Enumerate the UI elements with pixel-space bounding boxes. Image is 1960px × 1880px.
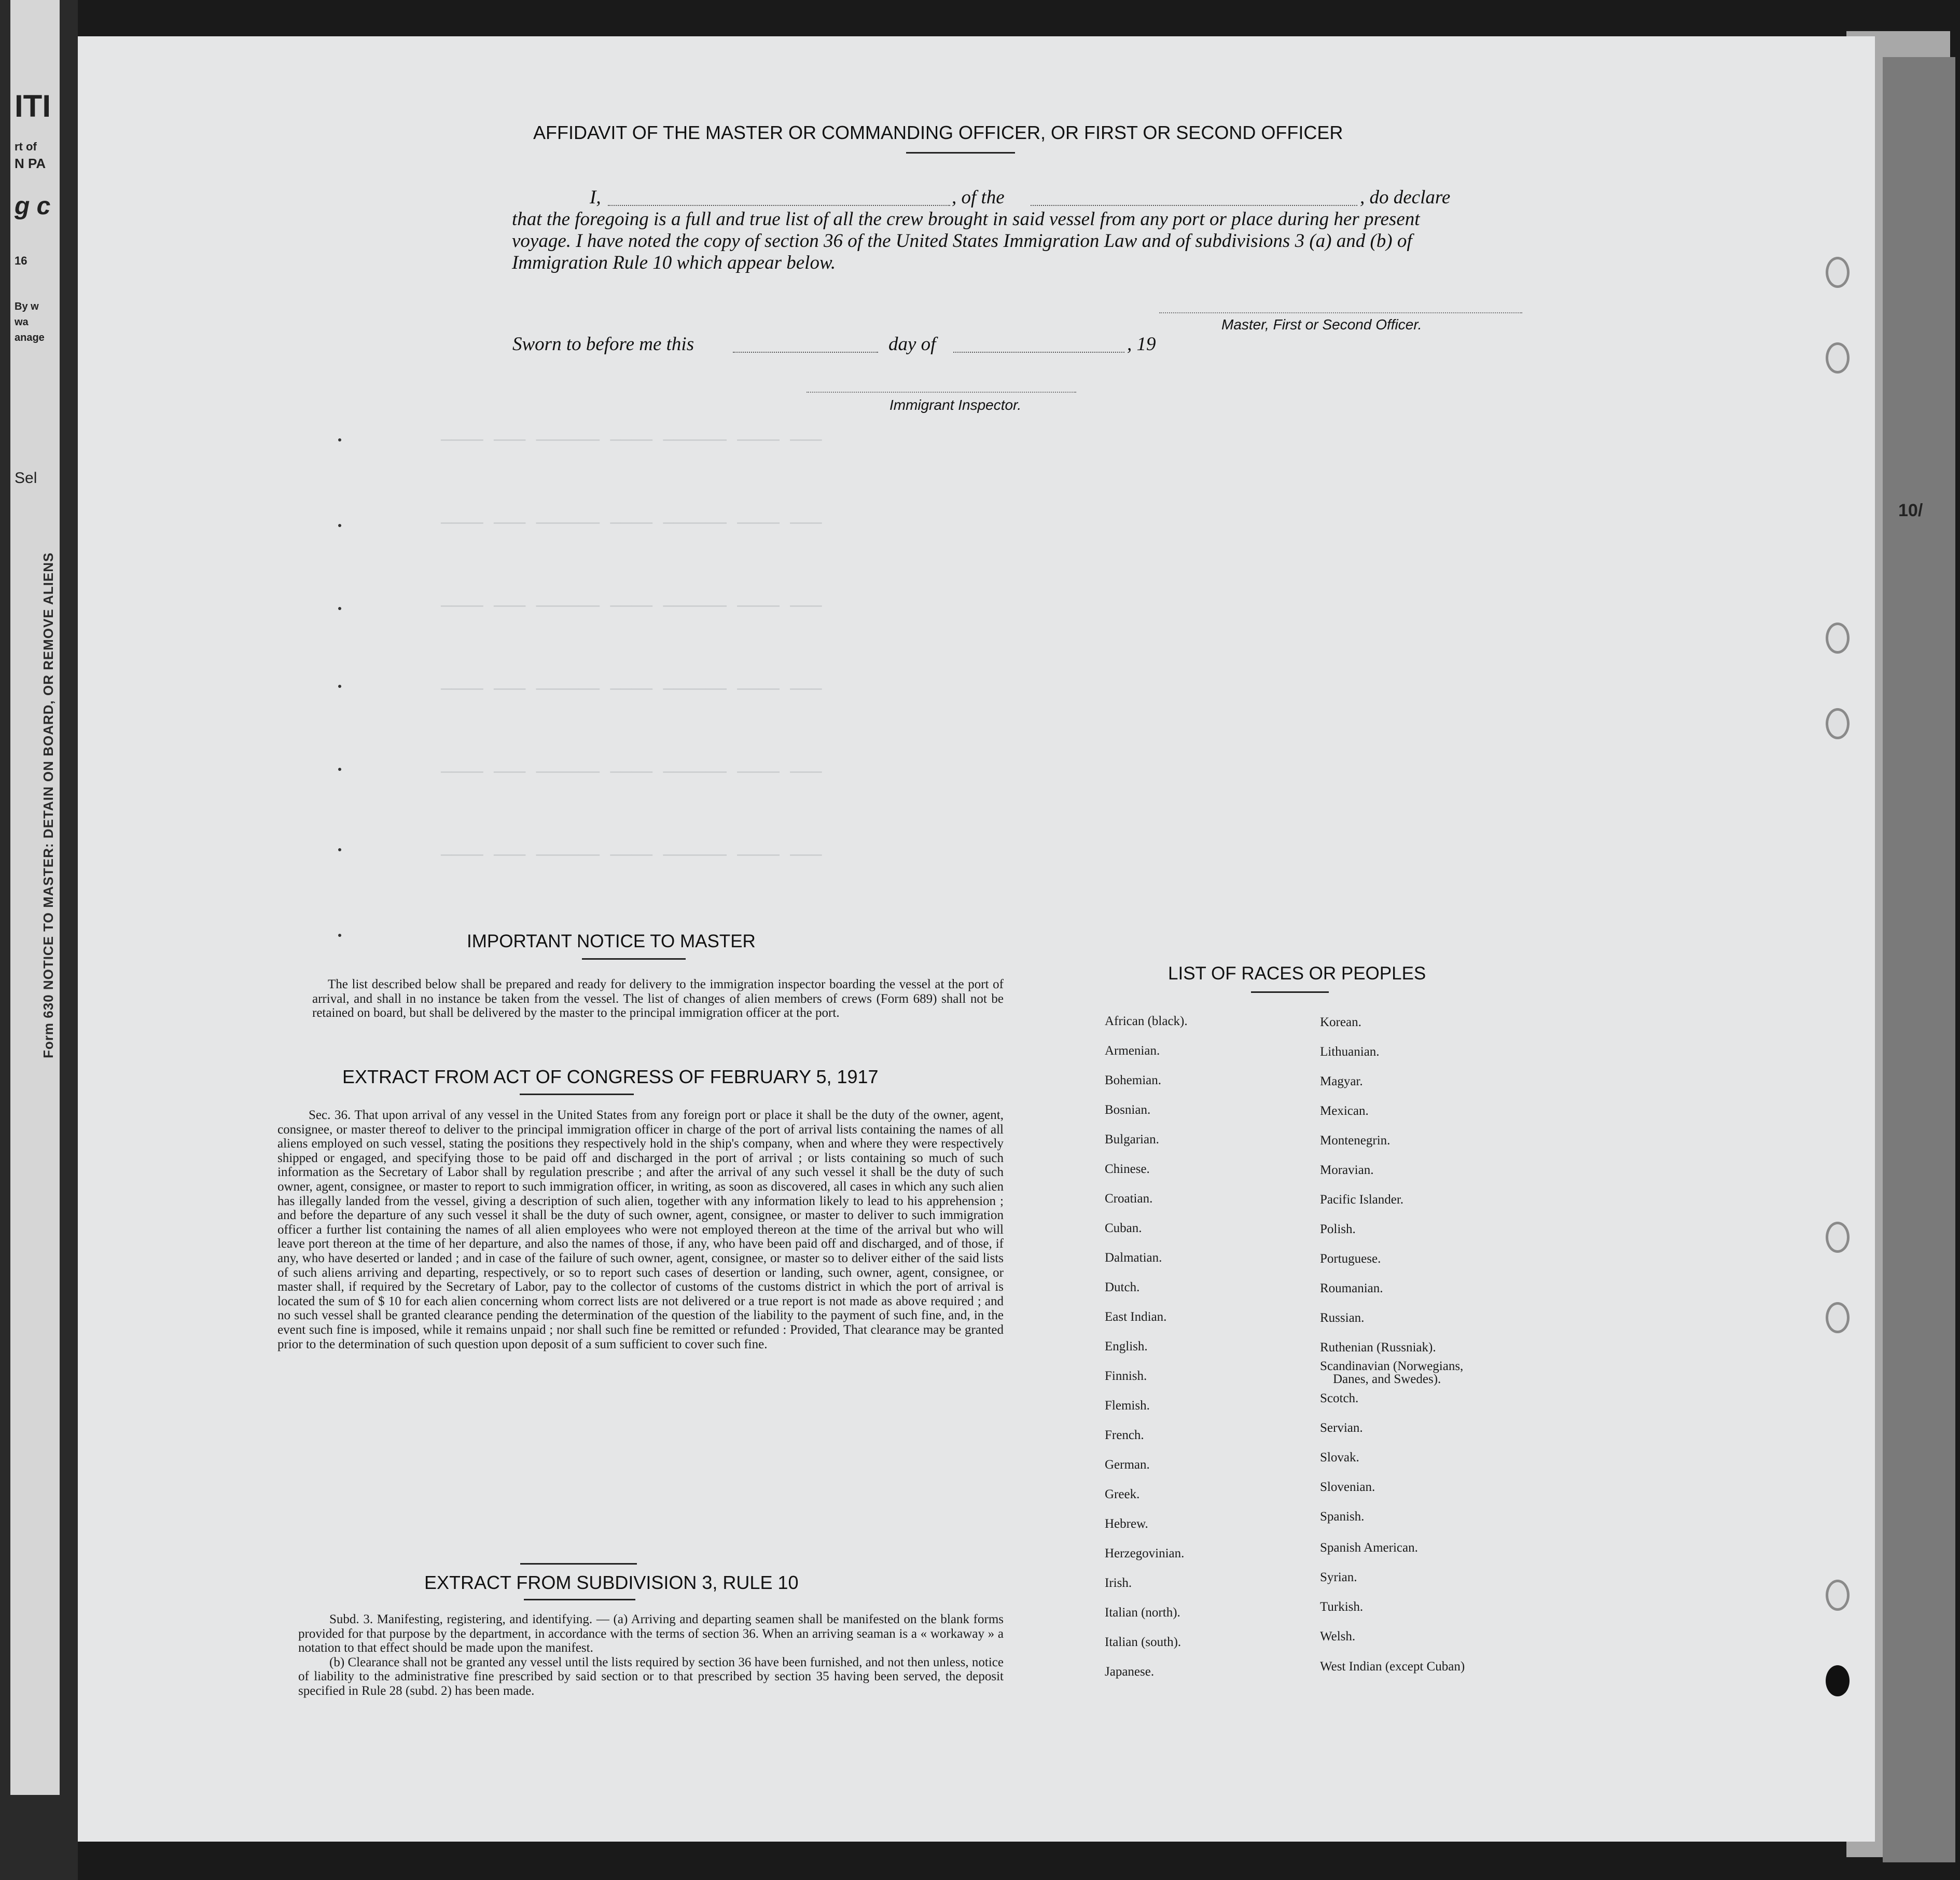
race-item: Spanish American. — [1320, 1541, 1418, 1555]
underlying-page — [1883, 57, 1955, 1862]
race-item: Irish. — [1105, 1576, 1132, 1590]
month-blank-field[interactable] — [953, 351, 1124, 353]
race-item: Japanese. — [1105, 1665, 1155, 1679]
margin-mark — [338, 524, 341, 527]
bleed-through-row: ———— ——— —————— ———— —————— ———— ——— — [441, 431, 822, 450]
race-item: Welsh. — [1320, 1629, 1356, 1643]
adjacent-fragment: 16 — [15, 254, 27, 267]
notice-paragraph: The list described below shall be prepared and ready for delivery to the immigration inspector boarding the vessel at the port of arrival, and shall in no instance be taken from the vessel. The list of changes of alien members of crews (Form 689) shall not be retained on board, but shall be delivered by the master to the principal immigration officer at the port. — [312, 977, 1004, 1020]
margin-mark — [338, 848, 341, 851]
race-item: Lithuanian. — [1320, 1045, 1380, 1059]
margin-mark — [338, 768, 341, 771]
rule-extract-text — [298, 1612, 1004, 1698]
adjacent-fragment: N PA — [15, 156, 46, 171]
affidavit-do-declare: , do declare — [1360, 187, 1451, 208]
race-item: Pacific Islander. — [1320, 1193, 1404, 1207]
act-extract-text — [277, 1108, 1004, 1351]
race-item: Dutch. — [1105, 1280, 1140, 1294]
race-item: Slovenian. — [1320, 1480, 1375, 1494]
binder-hole — [1826, 1222, 1850, 1253]
affidavit-line: that the foregoing is a full and true list of all the crew brought in said vessel from any port or place during her present — [512, 209, 1420, 230]
title-underline — [520, 1094, 634, 1095]
title-underline — [582, 958, 686, 960]
day-of-label: day of — [888, 334, 936, 355]
section-divider — [520, 1563, 637, 1565]
race-item: Italian (north). — [1105, 1606, 1180, 1620]
race-item: Scotch. — [1320, 1391, 1359, 1405]
race-item: Spanish. — [1320, 1510, 1365, 1524]
affidavit-title: AFFIDAVIT OF THE MASTER OR COMMANDING OFFICER, OR FIRST OR SECOND OFFICER — [533, 122, 1343, 143]
binder-hole — [1826, 1580, 1850, 1611]
race-item: Bosnian. — [1105, 1103, 1151, 1117]
race-item: Turkish. — [1320, 1600, 1364, 1614]
rule-para-a: Subd. 3. Manifesting, registering, and identifying. — (a) Arriving and departing seamen shall be manifested on the blank forms provided for that purpose by the department, in accordance with the terms of section 36. When an arriving seaman is a « workaway » a notation to that effect should be made upon the manifest. — [298, 1612, 1004, 1655]
master-signature-line[interactable] — [1159, 312, 1522, 313]
title-underline — [1251, 991, 1329, 993]
race-item: Russian. — [1320, 1311, 1365, 1325]
race-item: Slovak. — [1320, 1450, 1359, 1464]
race-item: Croatian. — [1105, 1192, 1153, 1206]
race-item: Herzegovinian. — [1105, 1546, 1185, 1560]
race-item: Scandinavian (Norwegians, — [1320, 1359, 1464, 1373]
adjacent-fragment: By w — [15, 301, 39, 312]
margin-mark — [338, 438, 341, 441]
race-item: Danes, and Swedes). — [1333, 1372, 1441, 1386]
race-item: Dalmatian. — [1105, 1251, 1162, 1265]
master-signature-caption: Master, First or Second Officer. — [1221, 316, 1422, 333]
races-title: LIST OF RACES OR PEOPLES — [1168, 963, 1426, 984]
race-item: Mexican. — [1320, 1104, 1369, 1118]
race-item: Montenegrin. — [1320, 1133, 1391, 1148]
side-form-label: Form 630 NOTICE TO MASTER: DETAIN ON BOARD, OR REMOVE ALIENS — [40, 552, 56, 1058]
vessel-blank-field[interactable] — [1031, 204, 1357, 206]
title-underline — [524, 1599, 635, 1600]
race-item: English. — [1105, 1339, 1148, 1353]
manifest-page — [78, 36, 1875, 1842]
adjacent-fragment: Sel — [15, 469, 37, 487]
bleed-through-row: ———— ——— —————— ———— —————— ———— ——— — [441, 514, 822, 533]
name-blank-field[interactable] — [608, 204, 950, 206]
affidavit-line: voyage. I have noted the copy of section 36 of the United States Immigration Law and of subdivisions 3 (a) and (b) of — [512, 230, 1412, 252]
margin-mark — [338, 607, 341, 610]
race-item: Roumanian. — [1320, 1281, 1383, 1295]
rule-extract-title: EXTRACT FROM SUBDIVISION 3, RULE 10 — [424, 1572, 799, 1593]
race-item: German. — [1105, 1458, 1150, 1472]
margin-mark — [338, 685, 341, 688]
bleed-through-row: ———— ——— —————— ———— —————— ———— ——— — [441, 597, 822, 616]
notice-title: IMPORTANT NOTICE TO MASTER — [467, 931, 756, 951]
race-item: Armenian. — [1105, 1044, 1160, 1058]
race-item: Chinese. — [1105, 1162, 1150, 1176]
race-item: Ruthenian (Russniak). — [1320, 1340, 1436, 1354]
race-item: Finnish. — [1105, 1369, 1147, 1383]
title-underline — [906, 152, 1015, 154]
affidavit-line: Immigration Rule 10 which appear below. — [512, 252, 836, 273]
binder-hole — [1826, 1665, 1850, 1696]
race-item: Magyar. — [1320, 1074, 1363, 1088]
day-blank-field[interactable] — [733, 351, 878, 353]
binder-hole — [1826, 708, 1850, 739]
rule-para-b: (b) Clearance shall not be granted any vessel until the lists required by section 36 have been furnished, and not then unless, notice of liability to the administrative fine prescribed by said section or to that prescribed by section 35 having been served, the deposit specified in Rule 28 (subd. 2) has been made. — [298, 1655, 1004, 1698]
adjacent-fragment: g c — [15, 192, 51, 220]
affidavit-statement — [512, 187, 1549, 274]
underlying-page-label: 10/ — [1898, 501, 1923, 520]
margin-mark — [338, 934, 341, 937]
binder-hole — [1826, 342, 1850, 374]
adjacent-fragment: ITI — [15, 89, 51, 123]
race-item: Bohemian. — [1105, 1073, 1162, 1087]
race-item: Hebrew. — [1105, 1517, 1148, 1531]
race-item: French. — [1105, 1428, 1144, 1442]
binder-hole — [1826, 1302, 1850, 1333]
affidavit-of-the: , of the — [952, 187, 1005, 208]
sworn-line — [512, 334, 1290, 355]
race-item: East Indian. — [1105, 1310, 1167, 1324]
race-item: Cuban. — [1105, 1221, 1142, 1235]
race-item: Moravian. — [1320, 1163, 1374, 1177]
bleed-through-row: ———— ——— —————— ———— —————— ———— ——— — [441, 680, 822, 699]
inspector-caption: Immigrant Inspector. — [889, 397, 1022, 413]
affidavit-i: I, — [590, 187, 601, 208]
race-item: Greek. — [1105, 1487, 1140, 1501]
race-item: West Indian (except Cuban) — [1320, 1660, 1465, 1674]
race-item: Syrian. — [1320, 1570, 1357, 1584]
race-item: Flemish. — [1105, 1399, 1150, 1413]
race-item: Italian (south). — [1105, 1635, 1181, 1649]
bleed-through-row: ———— ——— —————— ———— —————— ———— ——— — [441, 763, 822, 782]
adjacent-fragment: wa — [15, 316, 29, 328]
binder-hole — [1826, 257, 1850, 288]
inspector-signature-line[interactable] — [807, 392, 1076, 393]
notice-text — [312, 977, 1004, 1020]
binder-hole — [1826, 623, 1850, 654]
race-item: African (black). — [1105, 1014, 1188, 1028]
act-section-36: Sec. 36. That upon arrival of any vessel in the United States from any foreign port or place it shall be the duty of the owner, agent, consignee, or master thereof to deliver to the principal immigration officer in charge of the port of arrival lists containing the names of all aliens employed on such vessel, stating the positions they respectively hold in the ship's company, when and where they were respectively shipped or engaged, and specifying those to be paid off and discharged in the port of arrival ; or lists containing so much of such information as the Secretary of Labor shall by regulation prescribe ; and after the arrival of any such vessel it shall be the duty of such owner, agent, consignee, or master to report to such immigration officer, in writing, as soon as discovered, all cases in which any such alien has illegally landed from the vessel, giving a description of such alien, together with any information likely to lead to his apprehension ; and before the departure of any such vessel it shall be the duty of such owner, agent, consignee, or master to deliver to such immigration officer a further list containing the names of all alien employees who were not employed thereon at the time of the arrival but who will leave port thereon at the time of her departure, and also the names of those, if any, who have been paid off and discharged, and of those, if any, who have deserted or landed ; and in case of the failure of such owner, agent, consignee, or master so to deliver either of the said lists of such aliens arriving and departing, respectively, or so to report such cases of desertion or landing, such owner, agent, consignee, or master shall, if required by the Secretary of Labor, pay to the collector of customs of the customs district in which the port of arrival is located the sum of $ 10 for each alien concerning whom correct lists are not delivered or a true report is not made as above required ; and no such vessel shall be granted clearance pending the determination of the question of the liability to the payment of such fine, and, in the event such fine is imposed, while it remains unpaid ; nor shall such fine be remitted or refunded : Provided, That clearance may be granted prior to the determination of such question upon deposit of a sum sufficient to cover such fine. — [277, 1108, 1004, 1351]
race-item: Portuguese. — [1320, 1252, 1381, 1266]
race-item: Bulgarian. — [1105, 1132, 1159, 1146]
year-label: , 19 — [1127, 334, 1156, 355]
adjacent-fragment: rt of — [15, 140, 37, 153]
race-item: Korean. — [1320, 1015, 1361, 1029]
race-item: Servian. — [1320, 1421, 1363, 1435]
adjacent-fragment: anage — [15, 332, 45, 343]
bleed-through-row: ———— ——— —————— ———— —————— ———— ——— — [441, 846, 822, 865]
act-extract-title: EXTRACT FROM ACT OF CONGRESS OF FEBRUARY 5, 1917 — [342, 1066, 879, 1087]
sworn-label: Sworn to before me this — [512, 334, 694, 355]
race-item: Polish. — [1320, 1222, 1356, 1236]
